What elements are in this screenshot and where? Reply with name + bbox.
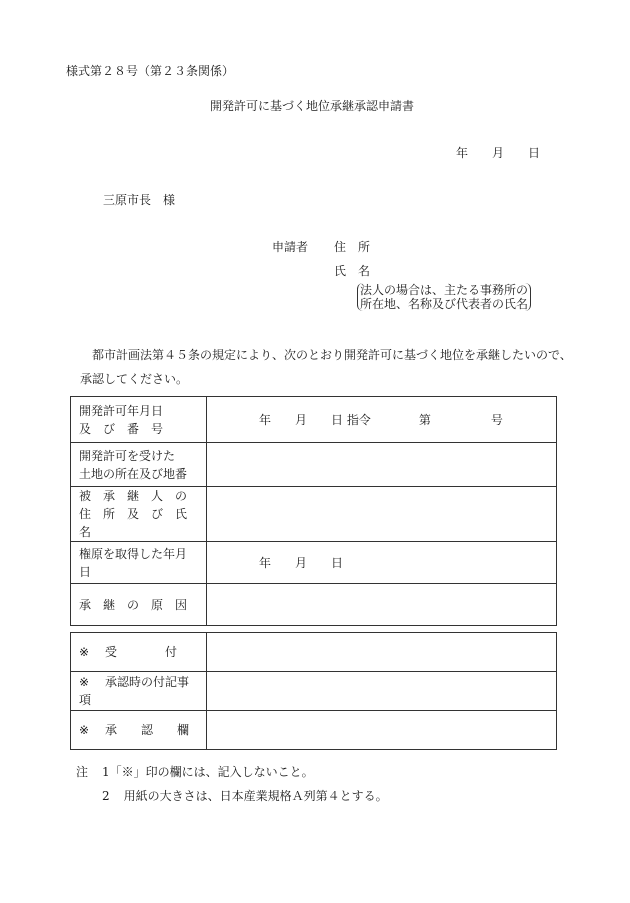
- table-row: [71, 711, 557, 750]
- acquisition-date-field[interactable]: 年 月 日: [207, 542, 557, 584]
- date-line: 年 月 日: [456, 146, 541, 160]
- applicant-label: 申請者: [272, 240, 309, 254]
- predecessor-field[interactable]: [207, 487, 557, 542]
- table-row: [71, 397, 557, 443]
- row-label: [71, 584, 207, 626]
- row-label-line: 被 承 継 人 の: [79, 489, 188, 503]
- body-line-1: 都市計画法第４５条の規定により、次のとおり開発許可に基づく地位を承継したいので、: [92, 348, 572, 362]
- table-row: [71, 633, 557, 672]
- row-label-text: 承認時の付記事項: [79, 675, 190, 707]
- succession-reason-field[interactable]: [207, 584, 557, 626]
- row-label-line: 住 所 及 び 氏 名: [79, 507, 200, 539]
- row-label-line: 開発許可を受けた: [79, 448, 176, 463]
- document-title: 開発許可に基づく地位承継承認申請書: [210, 99, 415, 113]
- row-label-text: 承 認 欄: [105, 723, 190, 737]
- land-location-field[interactable]: [207, 443, 557, 487]
- row-label: [71, 672, 207, 711]
- body-text: [80, 343, 580, 391]
- note-prefix: 注: [76, 765, 89, 779]
- row-label: [71, 633, 207, 672]
- row-label: [71, 542, 207, 584]
- corporate-note-line-2: 所在地、名称及び代表者の氏名: [360, 297, 529, 311]
- note-text: 用紙の大きさは、日本産業規格Ａ列第４とする。: [123, 789, 388, 803]
- approval-notes-field[interactable]: [207, 672, 557, 711]
- asterisk-mark: ※: [79, 723, 90, 737]
- row-label-line: 権原を取得した年月日: [79, 546, 188, 579]
- addressee: 三原市長 様: [103, 193, 176, 207]
- corporate-note-line-1: 法人の場合は、主たる事務所の: [360, 283, 529, 297]
- asterisk-mark: ※: [79, 645, 90, 659]
- note-1: [76, 760, 388, 784]
- table-row: [71, 487, 557, 542]
- table-row: [71, 584, 557, 626]
- notes: [76, 760, 388, 808]
- note-text: 「※」印の欄には、記入しないこと。: [109, 765, 314, 779]
- approval-field[interactable]: [207, 711, 557, 750]
- corporate-note: [357, 283, 531, 311]
- table-row: [71, 542, 557, 584]
- note-number: 2: [102, 789, 110, 803]
- asterisk-mark: ※: [79, 675, 90, 689]
- row-label: [71, 487, 207, 542]
- note-number: 1: [102, 765, 110, 779]
- row-label-line: 承 継 の 原 因: [79, 597, 188, 612]
- row-label-line: 開発許可年月日: [79, 403, 164, 418]
- permit-date-number-field[interactable]: 年 月 日 指令 第 号: [207, 397, 557, 443]
- application-table: [70, 396, 557, 626]
- table-row: [71, 672, 557, 711]
- table-row: [71, 443, 557, 487]
- receipt-field[interactable]: [207, 633, 557, 672]
- note-2: [76, 784, 388, 808]
- row-label-line: 及 び 番 号: [79, 421, 164, 436]
- office-use-table: [70, 632, 557, 750]
- row-label-line: 土地の所在及び地番: [79, 466, 188, 481]
- address-label: 住 所: [334, 240, 371, 254]
- body-line-2: 承認してください。: [80, 372, 189, 386]
- form-number: 様式第２８号（第２３条関係）: [66, 64, 235, 78]
- name-label: 氏 名: [334, 264, 371, 278]
- row-label-text: 受 付: [105, 645, 178, 659]
- row-label: [71, 397, 207, 443]
- row-label: [71, 443, 207, 487]
- row-label: [71, 711, 207, 750]
